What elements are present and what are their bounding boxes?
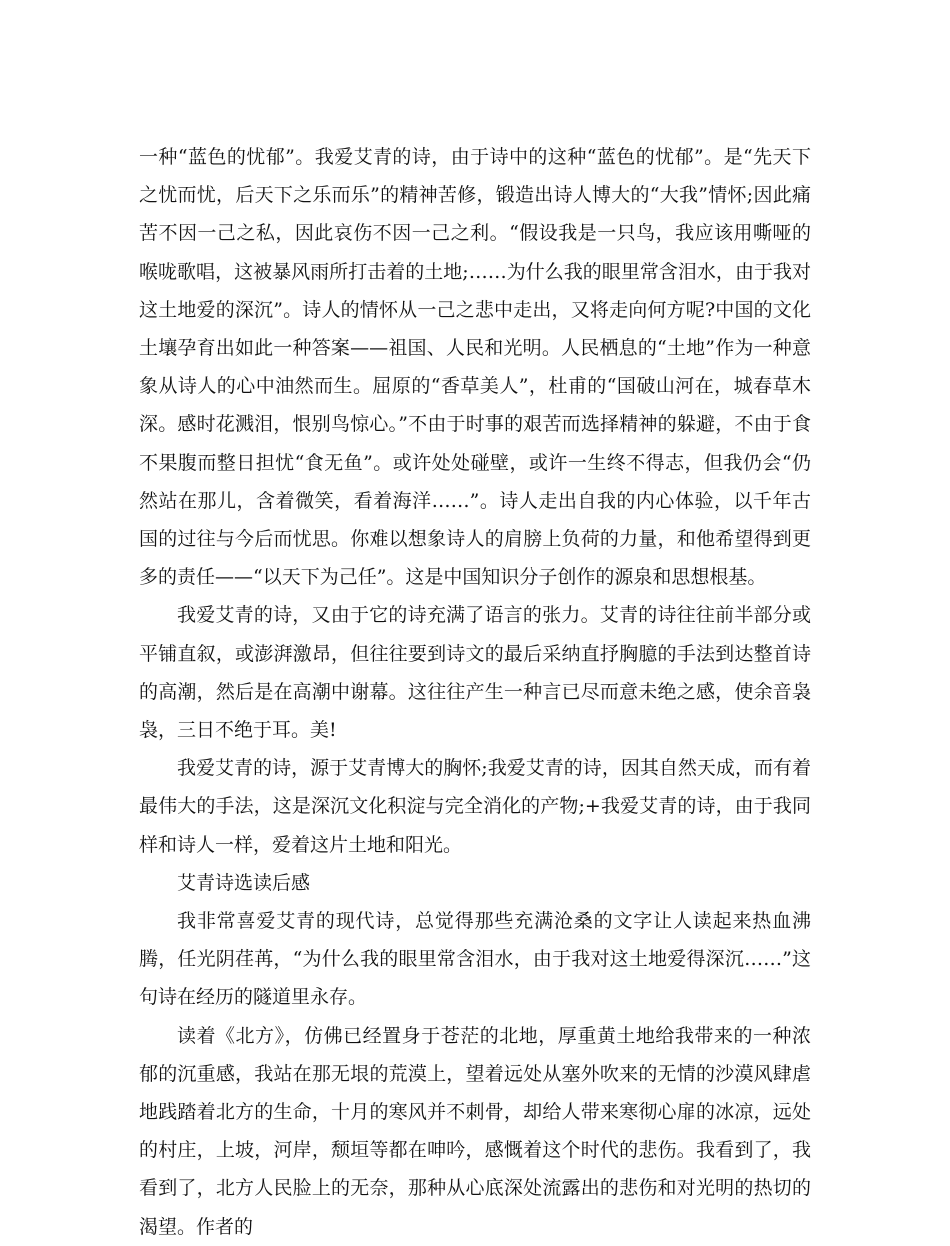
- paragraph-4: 我非常喜爱艾青的现代诗，总觉得那些充满沧桑的文字让人读起来热血沸腾，任光阴荏苒，“为什么我的眼里常含泪水，由于我对这土地爱得深沉……”这句诗在经历的隧道里永存。: [139, 910, 811, 1009]
- document-body: [139, 138, 811, 1246]
- paragraph-2: 我爱艾青的诗，又由于它的诗充满了语言的张力。艾青的诗往往前半部分或平铺直叙，或澎湃激昂，但往往要到诗文的最后采纳直抒胸臆的手法到达整首诗的高潮，然后是在高潮中谢幕。这往往产生一种言已尽而意未绝之感，使余音袅袅，三日不绝于耳。美!: [139, 604, 811, 742]
- paragraph-5: 读着《北方》，仿佛已经置身于苍茫的北地，厚重黄土地给我带来的一种浓郁的沉重感，我站在那无垠的荒漠上，望着远处从塞外吹来的无情的沙漠风肆虐地践踏着北方的生命，十月的寒风并不刺骨，却给人带来寒彻心扉的冰凉，远处的村庄，上坡，河岸，颓垣等都在呻吟，感慨着这个时代的悲伤。我看到了，我看到了，北方人民脸上的无奈，那种从心底深处流露出的悲伤和对光明的热切的渴望。作者的: [139, 1024, 811, 1238]
- paragraph-1: 一种“蓝色的忧郁”。我爱艾青的诗，由于诗中的这种“蓝色的忧郁”。是“先天下之忧而忧，后天下之乐而乐”的精神苦修，锻造出诗人博大的“大我”情怀;因此痛苦不因一己之私，因此哀伤不因一己之利。“假设我是一只鸟，我应该用嘶哑的喉咙歌唱，这被暴风雨所打击着的土地;……为什么我的眼里常含泪水，由于我对这土地爱的深沉”。诗人的情怀从一己之悲中走出，又将走向何方呢?中国的文化土壤孕育出如此一种答案——祖国、人民和光明。人民栖息的“土地”作为一种意象从诗人的心中油然而生。屈原的“香草美人”，杜甫的“国破山河在，城春草木深。感时花溅泪，恨别鸟惊心。”不由于时事的艰苦而选择精神的躲避，不由于食不果腹而整日担忧“食无鱼”。或许处处碰壁，或许一生终不得志，但我仍会“仍然站在那儿，含着微笑，看着海洋……”。诗人走出自我的内心体验，以千年古国的过往与今后而忧思。你难以想象诗人的肩膀上负荷的力量，和他希望得到更多的责任——“以天下为己任”。这是中国知识分子创作的源泉和思想根基。: [139, 146, 811, 589]
- section-heading: 艾青诗选读后感: [177, 871, 311, 894]
- paragraph-3: 我爱艾青的诗，源于艾青博大的胸怀;我爱艾青的诗，因其自然天成，而有着最伟大的手法，这是深沉文化积淀与完全消化的产物;+我爱艾青的诗，由于我同样和诗人一样，爱着这片土地和阳光。: [139, 757, 811, 856]
